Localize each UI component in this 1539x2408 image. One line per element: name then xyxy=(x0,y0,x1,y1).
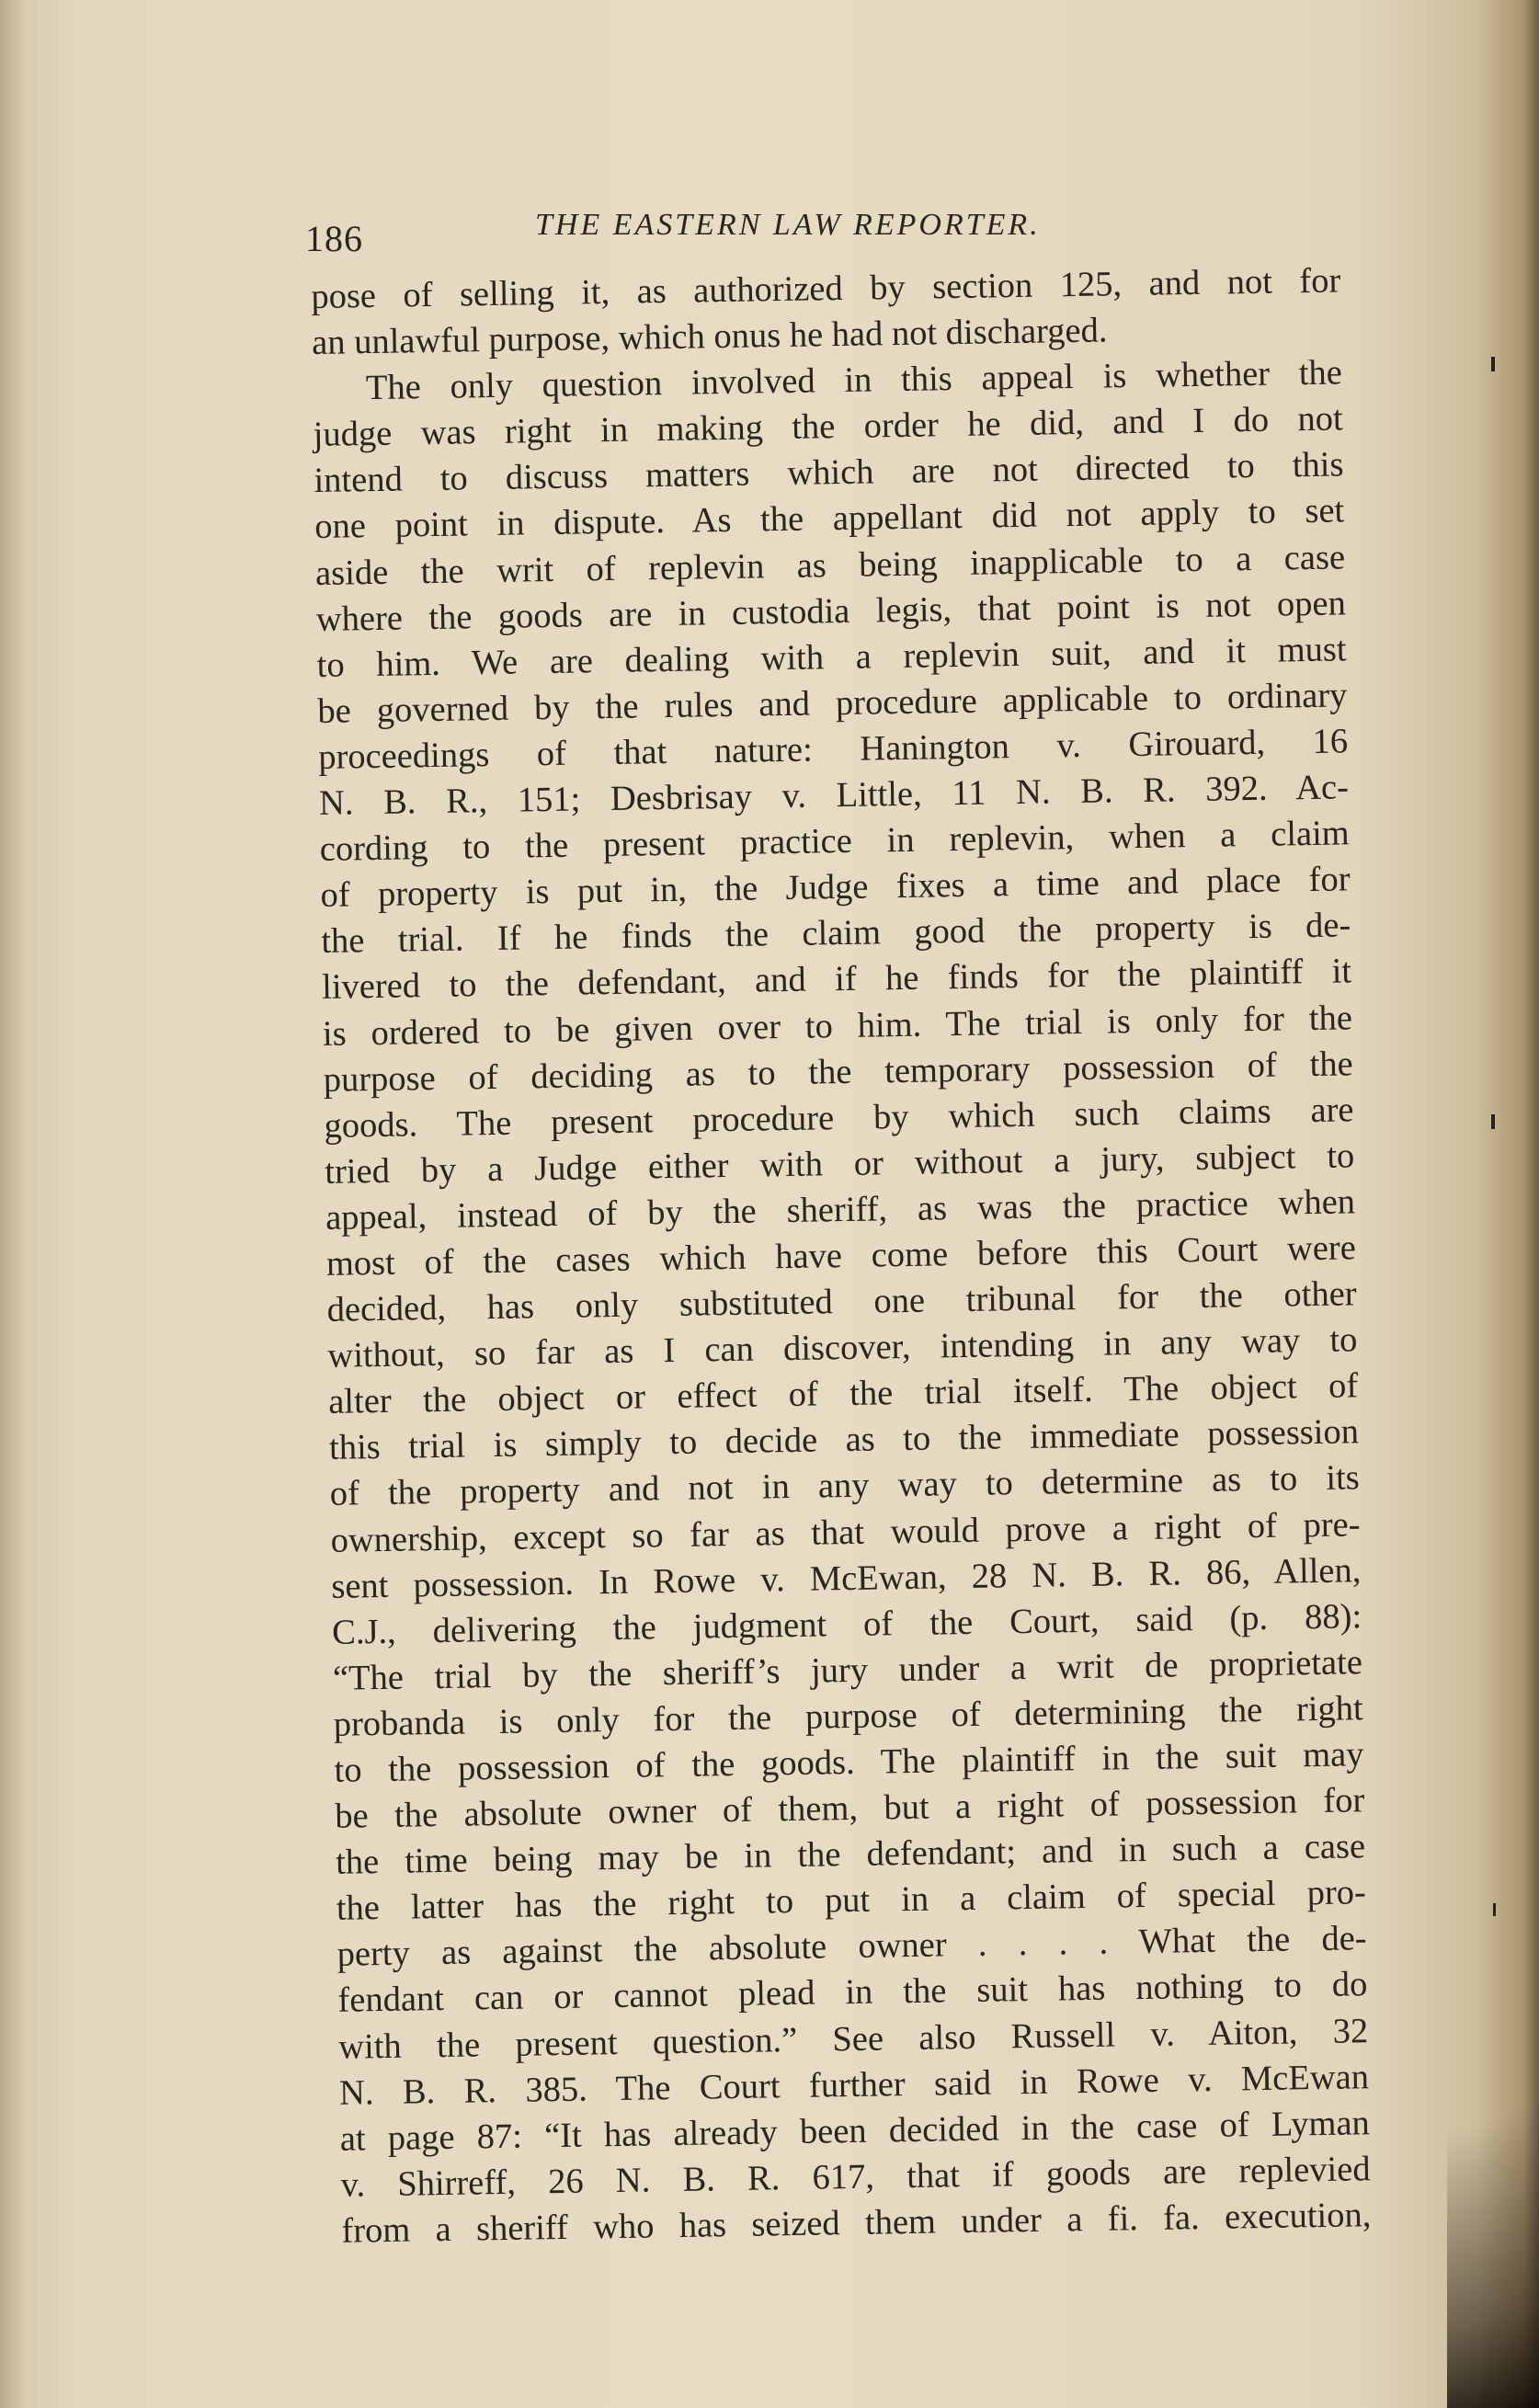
text-line: sent possession. In Rowe v. McEwan, 28 N. B. R. 86, Allen, xyxy=(331,1550,1362,1606)
text-line: to the possession of the goods. The plaintiff in the suit may xyxy=(334,1735,1364,1790)
margin-ink-mark xyxy=(1491,1114,1495,1129)
text-line: this trial is simply to decide as to the immediate possession xyxy=(328,1412,1360,1468)
text-line: the time being may be in the defendant; and in such a case xyxy=(335,1827,1366,1882)
page-number: 186 xyxy=(305,218,363,259)
text-line: to him. We are dealing with a replevin suit, and it must xyxy=(316,630,1347,685)
text-line: alter the object or effect of the trial itself. The object of xyxy=(327,1366,1359,1422)
text-line: of property is put in, the Judge fixes a time and place for xyxy=(320,860,1351,916)
page-header xyxy=(305,204,1344,259)
text-line: intend to discuss matters which are not directed to this xyxy=(314,445,1344,501)
text-line: N. B. R., 151; Desbrisay v. Little, 11 N. B. R. 392. Ac- xyxy=(318,768,1350,823)
text-line: proceedings of that nature: Hanington v. Girouard, 16 xyxy=(317,722,1349,777)
text-line: is ordered to be given over to him. The trial is only for the xyxy=(322,998,1353,1054)
margin-ink-mark xyxy=(1491,357,1495,371)
text-line: v. Shirreff, 26 N. B. R. 617, that if goods are replevied xyxy=(340,2149,1371,2205)
text-line: where the goods are in custodia legis, that point is not open xyxy=(315,584,1347,639)
text-line: the latter has the right to put in a claim of special pro- xyxy=(336,1873,1367,1929)
text-line: aside the writ of replevin as being inapplicable to a case xyxy=(314,537,1346,593)
text-line: cording to the present practice in replevin, when a claim xyxy=(319,814,1351,870)
text-line: of the property and not in any way to determine as to its xyxy=(329,1458,1361,1514)
text-line: be governed by the rules and procedure applicable to ordinary xyxy=(317,676,1348,731)
text-line: from a sheriff who has seized them under a fi. fa. execution, xyxy=(341,2196,1372,2251)
text-line: an unlawful purpose, which onus he had not discharged. xyxy=(311,311,1108,363)
text-line: appeal, instead of by the sheriff, as was the practice when xyxy=(325,1182,1356,1238)
text-line: C.J., delivering the judgment of the Court, said (p. 88): xyxy=(331,1596,1362,1652)
text-line: ownership, except so far as that would prove a right of pre- xyxy=(330,1504,1361,1560)
text-line: fendant can or cannot plead in the suit has nothing to do xyxy=(337,1965,1368,2021)
body-text xyxy=(311,257,1372,2254)
margin-ink-mark xyxy=(1493,1903,1496,1916)
text-line: “The trial by the sheriff’s jury under a writ de proprietate xyxy=(332,1643,1363,1698)
text-line: be the absolute owner of them, but a right of possession for xyxy=(335,1781,1365,1836)
text-line: purpose of deciding as to the temporary possession of the xyxy=(323,1044,1353,1100)
text-line: tried by a Judge either with or without a jury, subject to xyxy=(325,1136,1355,1192)
text-line: livered to the defendant, and if he finds for the plaintiff it xyxy=(321,952,1352,1008)
text-line: The only question involved in this appeal is whether the xyxy=(365,353,1343,408)
text-line: goods. The present procedure by which such claims are xyxy=(324,1090,1354,1146)
text-line: probanda is only for the purpose of determining the right xyxy=(333,1689,1363,1744)
text-line: at page 87: “It has already been decided in the case of Lyman xyxy=(339,2103,1371,2159)
text-line: with the present question.” See also Russell v. Aiton, 32 xyxy=(337,2011,1369,2067)
text-line: without, so far as I can discover, intending in any way to xyxy=(327,1320,1358,1376)
text-line: decided, has only substituted one tribunal for the other xyxy=(326,1274,1357,1330)
text-line: the trial. If he finds the claim good the property is de- xyxy=(321,906,1351,962)
text-line: N. B. R. 385. The Court further said in Rowe v. McEwan xyxy=(338,2057,1370,2113)
text-line: most of the cases which have come before this Court were xyxy=(325,1228,1357,1284)
text-line: perty as against the absolute owner . . . . What the de- xyxy=(336,1919,1367,1975)
running-head: THE EASTERN LAW REPORTER. xyxy=(535,208,1041,242)
text-line: one point in dispute. As the appellant did not apply to set xyxy=(314,491,1345,547)
text-line: pose of selling it, as authorized by section 125, and not for xyxy=(311,261,1341,316)
text-line: judge was right in making the order he did, and I do not xyxy=(313,399,1343,455)
